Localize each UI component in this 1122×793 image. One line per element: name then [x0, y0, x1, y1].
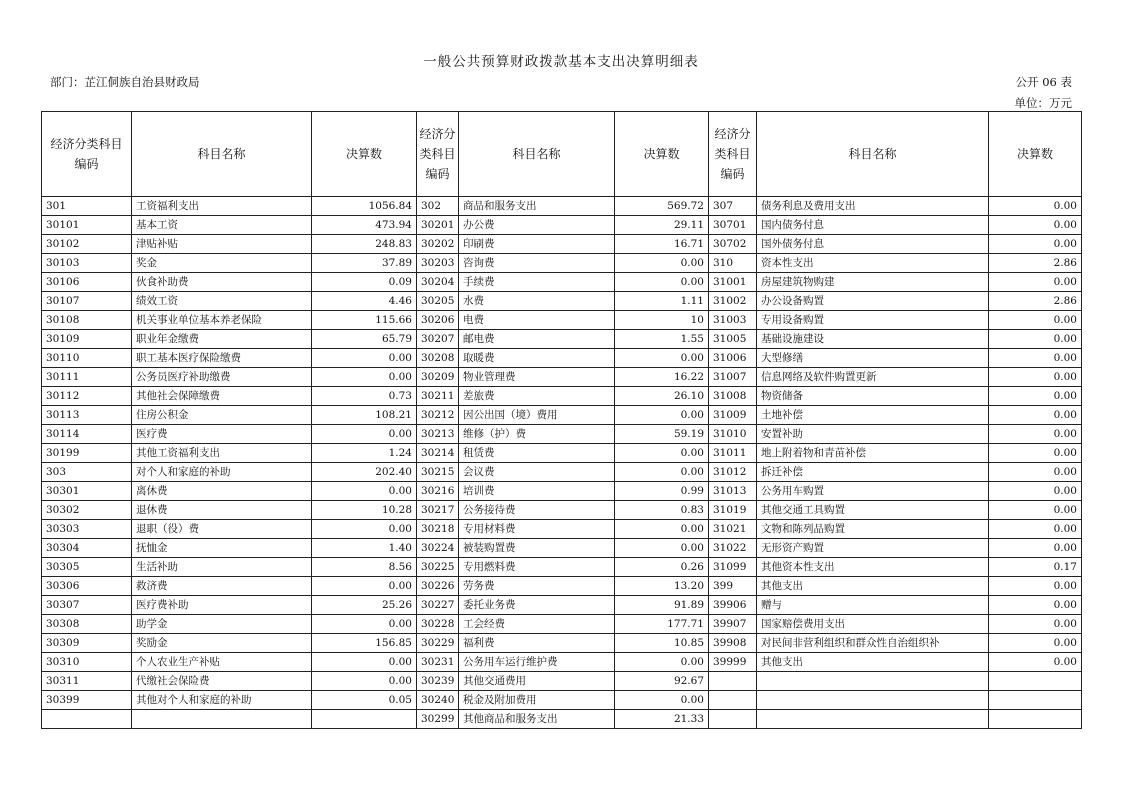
table-row: [42, 577, 1082, 596]
subject-name-cell: 绩效工资: [132, 292, 312, 311]
economic-code-cell: 30114: [42, 425, 132, 444]
economic-code-cell: 30109: [42, 330, 132, 349]
amount-cell: 0.26: [615, 558, 709, 577]
subject-name-cell: 差旅费: [459, 387, 615, 406]
subject-name-cell: 专用燃料费: [459, 558, 615, 577]
economic-code-cell: 31022: [709, 539, 757, 558]
economic-code-cell: 30103: [42, 254, 132, 273]
amount-cell: 0.00: [989, 520, 1082, 539]
subject-name-cell: 工会经费: [459, 615, 615, 634]
subject-name-cell: 职业年金缴费: [132, 330, 312, 349]
economic-code-cell: 31099: [709, 558, 757, 577]
economic-code-cell: 30302: [42, 501, 132, 520]
economic-code-cell: 30307: [42, 596, 132, 615]
amount-cell: 65.79: [312, 330, 417, 349]
amount-cell: 0.00: [989, 387, 1082, 406]
economic-code-cell: [709, 672, 757, 691]
subject-name-cell: 电费: [459, 311, 615, 330]
subject-name-cell: 因公出国（境）费用: [459, 406, 615, 425]
amount-cell: 0.17: [989, 558, 1082, 577]
col-header-amount-2: 决算数: [615, 112, 709, 197]
economic-code-cell: 30208: [417, 349, 459, 368]
economic-code-cell: 39908: [709, 634, 757, 653]
table-row: [42, 710, 1082, 729]
amount-cell: 0.00: [989, 330, 1082, 349]
amount-cell: 473.94: [312, 216, 417, 235]
amount-cell: 1.55: [615, 330, 709, 349]
subject-name-cell: 专用设备购置: [757, 311, 989, 330]
amount-cell: 0.00: [989, 216, 1082, 235]
subject-name-cell: 工资福利支出: [132, 197, 312, 216]
economic-code-cell: 31007: [709, 368, 757, 387]
economic-code-cell: 30226: [417, 577, 459, 596]
amount-cell: 4.46: [312, 292, 417, 311]
subject-name-cell: 印刷费: [459, 235, 615, 254]
subject-name-cell: [132, 710, 312, 729]
subject-name-cell: 公务用车购置: [757, 482, 989, 501]
amount-cell: 10: [615, 311, 709, 330]
amount-cell: 0.00: [312, 482, 417, 501]
subject-name-cell: 商品和服务支出: [459, 197, 615, 216]
table-row: [42, 634, 1082, 653]
subject-name-cell: 退休费: [132, 501, 312, 520]
economic-code-cell: 301: [42, 197, 132, 216]
economic-code-cell: 30202: [417, 235, 459, 254]
subject-name-cell: 专用材料费: [459, 520, 615, 539]
subject-name-cell: 对个人和家庭的补助: [132, 463, 312, 482]
amount-cell: 26.10: [615, 387, 709, 406]
economic-code-cell: 31012: [709, 463, 757, 482]
amount-cell: 2.86: [989, 292, 1082, 311]
economic-code-cell: 31005: [709, 330, 757, 349]
subject-name-cell: 其他资本性支出: [757, 558, 989, 577]
table-row: [42, 330, 1082, 349]
amount-cell: 0.00: [615, 539, 709, 558]
col-header-code-1: 经济分类科目编码: [42, 112, 132, 197]
subject-name-cell: 其他工资福利支出: [132, 444, 312, 463]
col-header-amount-3: 决算数: [989, 112, 1082, 197]
expenditure-table: [41, 111, 1082, 729]
economic-code-cell: 302: [417, 197, 459, 216]
economic-code-cell: 31003: [709, 311, 757, 330]
table-row: [42, 292, 1082, 311]
amount-cell: 0.00: [989, 482, 1082, 501]
subject-name-cell: 津贴补贴: [132, 235, 312, 254]
economic-code-cell: 30305: [42, 558, 132, 577]
economic-code-cell: 30205: [417, 292, 459, 311]
subject-name-cell: 水费: [459, 292, 615, 311]
amount-cell: 0.00: [989, 197, 1082, 216]
economic-code-cell: 30224: [417, 539, 459, 558]
subject-name-cell: 退职（役）费: [132, 520, 312, 539]
table-header-row: [42, 112, 1082, 197]
amount-cell: 1.40: [312, 539, 417, 558]
subject-name-cell: 福利费: [459, 634, 615, 653]
economic-code-cell: 30399: [42, 691, 132, 710]
amount-cell: 0.09: [312, 273, 417, 292]
economic-code-cell: 30207: [417, 330, 459, 349]
subject-name-cell: [757, 691, 989, 710]
table-row: [42, 539, 1082, 558]
amount-cell: 0.00: [312, 520, 417, 539]
col-header-code-2: 经济分类科目编码: [417, 112, 459, 197]
economic-code-cell: 30702: [709, 235, 757, 254]
subject-name-cell: 其他对个人和家庭的补助: [132, 691, 312, 710]
subject-name-cell: 劳务费: [459, 577, 615, 596]
economic-code-cell: 30310: [42, 653, 132, 672]
economic-code-cell: 31002: [709, 292, 757, 311]
amount-cell: 0.00: [989, 634, 1082, 653]
amount-cell: 13.20: [615, 577, 709, 596]
table-row: [42, 691, 1082, 710]
subject-name-cell: 其他社会保障缴费: [132, 387, 312, 406]
amount-cell: 0.00: [989, 539, 1082, 558]
subject-name-cell: 代缴社会保险费: [132, 672, 312, 691]
table-row: [42, 349, 1082, 368]
economic-code-cell: 30215: [417, 463, 459, 482]
table-row: [42, 368, 1082, 387]
table-row: [42, 444, 1082, 463]
amount-cell: 8.56: [312, 558, 417, 577]
economic-code-cell: 30213: [417, 425, 459, 444]
economic-code-cell: 30110: [42, 349, 132, 368]
amount-cell: 10.85: [615, 634, 709, 653]
table-row: [42, 254, 1082, 273]
economic-code-cell: 30112: [42, 387, 132, 406]
table-row: [42, 311, 1082, 330]
col-header-name-2: 科目名称: [459, 112, 615, 197]
table-row: [42, 501, 1082, 520]
subject-name-cell: 生活补助: [132, 558, 312, 577]
col-header-name-1: 科目名称: [132, 112, 312, 197]
economic-code-cell: 31013: [709, 482, 757, 501]
subject-name-cell: 基础设施建设: [757, 330, 989, 349]
subject-name-cell: 安置补助: [757, 425, 989, 444]
subject-name-cell: 其他支出: [757, 577, 989, 596]
amount-cell: 0.00: [312, 577, 417, 596]
subject-name-cell: 公务接待费: [459, 501, 615, 520]
subject-name-cell: 公务员医疗补助缴费: [132, 368, 312, 387]
amount-cell: 10.28: [312, 501, 417, 520]
economic-code-cell: 307: [709, 197, 757, 216]
economic-code-cell: 30308: [42, 615, 132, 634]
economic-code-cell: 31008: [709, 387, 757, 406]
economic-code-cell: 30209: [417, 368, 459, 387]
economic-code-cell: 31021: [709, 520, 757, 539]
subject-name-cell: 医疗费: [132, 425, 312, 444]
amount-cell: 177.71: [615, 615, 709, 634]
subject-name-cell: 职工基本医疗保险缴费: [132, 349, 312, 368]
amount-cell: 0.00: [989, 349, 1082, 368]
economic-code-cell: 399: [709, 577, 757, 596]
economic-code-cell: 30111: [42, 368, 132, 387]
subject-name-cell: 助学金: [132, 615, 312, 634]
amount-cell: 0.00: [989, 501, 1082, 520]
amount-cell: 569.72: [615, 197, 709, 216]
amount-cell: 0.00: [989, 406, 1082, 425]
economic-code-cell: 31019: [709, 501, 757, 520]
subject-name-cell: 基本工资: [132, 216, 312, 235]
amount-cell: 25.26: [312, 596, 417, 615]
subject-name-cell: 个人农业生产补贴: [132, 653, 312, 672]
economic-code-cell: [709, 710, 757, 729]
amount-cell: 0.00: [312, 672, 417, 691]
economic-code-cell: 30228: [417, 615, 459, 634]
amount-cell: 0.00: [989, 444, 1082, 463]
amount-cell: 0.00: [312, 615, 417, 634]
table-row: [42, 273, 1082, 292]
subject-name-cell: 无形资产购置: [757, 539, 989, 558]
amount-cell: 0.83: [615, 501, 709, 520]
economic-code-cell: 30113: [42, 406, 132, 425]
amount-cell: 0.00: [615, 653, 709, 672]
subject-name-cell: 离休费: [132, 482, 312, 501]
subject-name-cell: 债务利息及费用支出: [757, 197, 989, 216]
economic-code-cell: 30218: [417, 520, 459, 539]
economic-code-cell: 303: [42, 463, 132, 482]
amount-cell: 0.00: [312, 368, 417, 387]
subject-name-cell: 医疗费补助: [132, 596, 312, 615]
table-code-label: 公开 06 表: [1015, 75, 1072, 89]
economic-code-cell: 30101: [42, 216, 132, 235]
department-label: 部门：芷江侗族自治县财政局: [50, 75, 200, 89]
subject-name-cell: 国内债务付息: [757, 216, 989, 235]
subject-name-cell: 大型修缮: [757, 349, 989, 368]
subject-name-cell: 拆迁补偿: [757, 463, 989, 482]
subject-name-cell: 其他商品和服务支出: [459, 710, 615, 729]
amount-cell: 0.00: [989, 235, 1082, 254]
amount-cell: 0.00: [312, 425, 417, 444]
amount-cell: 0.00: [615, 349, 709, 368]
subject-name-cell: 信息网络及软件购置更新: [757, 368, 989, 387]
economic-code-cell: 30299: [417, 710, 459, 729]
amount-cell: 0.00: [989, 368, 1082, 387]
economic-code-cell: 30216: [417, 482, 459, 501]
amount-cell: 248.83: [312, 235, 417, 254]
economic-code-cell: 31009: [709, 406, 757, 425]
amount-cell: 0.00: [615, 273, 709, 292]
amount-cell: 37.89: [312, 254, 417, 273]
economic-code-cell: 31001: [709, 273, 757, 292]
amount-cell: 0.00: [615, 406, 709, 425]
economic-code-cell: 30701: [709, 216, 757, 235]
amount-cell: 0.00: [312, 349, 417, 368]
economic-code-cell: [42, 710, 132, 729]
subject-name-cell: 邮电费: [459, 330, 615, 349]
amount-cell: [989, 691, 1082, 710]
amount-cell: 0.00: [615, 444, 709, 463]
amount-cell: 0.00: [989, 463, 1082, 482]
economic-code-cell: 30240: [417, 691, 459, 710]
amount-cell: 0.00: [989, 311, 1082, 330]
economic-code-cell: 30229: [417, 634, 459, 653]
economic-code-cell: 310: [709, 254, 757, 273]
table-row: [42, 672, 1082, 691]
economic-code-cell: 30211: [417, 387, 459, 406]
amount-cell: [989, 710, 1082, 729]
subject-name-cell: 伙食补助费: [132, 273, 312, 292]
economic-code-cell: 30217: [417, 501, 459, 520]
amount-cell: 0.00: [312, 653, 417, 672]
subject-name-cell: 地上附着物和青苗补偿: [757, 444, 989, 463]
economic-code-cell: 30225: [417, 558, 459, 577]
economic-code-cell: 31006: [709, 349, 757, 368]
amount-cell: 0.00: [989, 596, 1082, 615]
amount-cell: 0.00: [989, 425, 1082, 444]
table-row: [42, 558, 1082, 577]
amount-cell: 0.00: [615, 691, 709, 710]
amount-cell: 0.00: [615, 463, 709, 482]
amount-cell: 0.00: [615, 520, 709, 539]
economic-code-cell: 30214: [417, 444, 459, 463]
subject-name-cell: 物资储备: [757, 387, 989, 406]
amount-cell: 21.33: [615, 710, 709, 729]
amount-cell: 2.86: [989, 254, 1082, 273]
unit-label: 单位：万元: [1014, 96, 1072, 110]
amount-cell: 91.89: [615, 596, 709, 615]
amount-cell: 1.24: [312, 444, 417, 463]
amount-cell: 0.00: [989, 653, 1082, 672]
economic-code-cell: 39999: [709, 653, 757, 672]
economic-code-cell: 39906: [709, 596, 757, 615]
subject-name-cell: 住房公积金: [132, 406, 312, 425]
subject-name-cell: 维修（护）费: [459, 425, 615, 444]
subject-name-cell: 赠与: [757, 596, 989, 615]
amount-cell: 108.21: [312, 406, 417, 425]
table-row: [42, 463, 1082, 482]
subject-name-cell: 国外债务付息: [757, 235, 989, 254]
amount-cell: 1.11: [615, 292, 709, 311]
subject-name-cell: 被装购置费: [459, 539, 615, 558]
amount-cell: 156.85: [312, 634, 417, 653]
subject-name-cell: 公务用车运行维护费: [459, 653, 615, 672]
amount-cell: 29.11: [615, 216, 709, 235]
economic-code-cell: 30239: [417, 672, 459, 691]
subject-name-cell: 咨询费: [459, 254, 615, 273]
table-row: [42, 596, 1082, 615]
economic-code-cell: 30311: [42, 672, 132, 691]
economic-code-cell: 30204: [417, 273, 459, 292]
amount-cell: 0.05: [312, 691, 417, 710]
economic-code-cell: 30203: [417, 254, 459, 273]
economic-code-cell: 31010: [709, 425, 757, 444]
economic-code-cell: 30227: [417, 596, 459, 615]
economic-code-cell: 30301: [42, 482, 132, 501]
subject-name-cell: 资本性支出: [757, 254, 989, 273]
table-row: [42, 482, 1082, 501]
economic-code-cell: 30108: [42, 311, 132, 330]
subject-name-cell: 租赁费: [459, 444, 615, 463]
amount-cell: 115.66: [312, 311, 417, 330]
economic-code-cell: 30212: [417, 406, 459, 425]
amount-cell: 0.00: [989, 273, 1082, 292]
amount-cell: 0.00: [615, 254, 709, 273]
table-row: [42, 425, 1082, 444]
subject-name-cell: 委托业务费: [459, 596, 615, 615]
amount-cell: 202.40: [312, 463, 417, 482]
subject-name-cell: 土地补偿: [757, 406, 989, 425]
economic-code-cell: 39907: [709, 615, 757, 634]
amount-cell: 0.00: [989, 577, 1082, 596]
subject-name-cell: 文物和陈列品购置: [757, 520, 989, 539]
table-row: [42, 615, 1082, 634]
subject-name-cell: 取暖费: [459, 349, 615, 368]
amount-cell: 0.00: [989, 615, 1082, 634]
subject-name-cell: [757, 710, 989, 729]
table-row: [42, 520, 1082, 539]
table-row: [42, 387, 1082, 406]
subject-name-cell: 办公设备购置: [757, 292, 989, 311]
subject-name-cell: 会议费: [459, 463, 615, 482]
economic-code-cell: 30309: [42, 634, 132, 653]
economic-code-cell: 30231: [417, 653, 459, 672]
economic-code-cell: 30199: [42, 444, 132, 463]
economic-code-cell: [709, 691, 757, 710]
amount-cell: 1056.84: [312, 197, 417, 216]
amount-cell: [312, 710, 417, 729]
subject-name-cell: 物业管理费: [459, 368, 615, 387]
subject-name-cell: 房屋建筑物购建: [757, 273, 989, 292]
subject-name-cell: 奖励金: [132, 634, 312, 653]
table-row: [42, 216, 1082, 235]
amount-cell: 59.19: [615, 425, 709, 444]
economic-code-cell: 30102: [42, 235, 132, 254]
col-header-name-3: 科目名称: [757, 112, 989, 197]
economic-code-cell: 30106: [42, 273, 132, 292]
table-row: [42, 235, 1082, 254]
table-row: [42, 197, 1082, 216]
subject-name-cell: 机关事业单位基本养老保险: [132, 311, 312, 330]
subject-name-cell: 对民间非营利组织和群众性自治组织补: [757, 634, 989, 653]
subject-name-cell: 其他交通费用: [459, 672, 615, 691]
economic-code-cell: 30306: [42, 577, 132, 596]
economic-code-cell: 30206: [417, 311, 459, 330]
subject-name-cell: 手续费: [459, 273, 615, 292]
table-row: [42, 406, 1082, 425]
table-row: [42, 653, 1082, 672]
subject-name-cell: 其他交通工具购置: [757, 501, 989, 520]
table-body: [42, 197, 1082, 729]
economic-code-cell: 30107: [42, 292, 132, 311]
economic-code-cell: 30201: [417, 216, 459, 235]
amount-cell: [989, 672, 1082, 691]
subject-name-cell: [757, 672, 989, 691]
page-title: 一般公共预算财政拨款基本支出决算明细表: [423, 54, 699, 70]
amount-cell: 0.99: [615, 482, 709, 501]
amount-cell: 92.67: [615, 672, 709, 691]
subject-name-cell: 培训费: [459, 482, 615, 501]
subject-name-cell: 其他支出: [757, 653, 989, 672]
col-header-code-3: 经济分类科目编码: [709, 112, 757, 197]
subject-name-cell: 税金及附加费用: [459, 691, 615, 710]
amount-cell: 16.22: [615, 368, 709, 387]
col-header-amount-1: 决算数: [312, 112, 417, 197]
economic-code-cell: 30304: [42, 539, 132, 558]
subject-name-cell: 抚恤金: [132, 539, 312, 558]
economic-code-cell: 30303: [42, 520, 132, 539]
amount-cell: 0.73: [312, 387, 417, 406]
subject-name-cell: 救济费: [132, 577, 312, 596]
subject-name-cell: 办公费: [459, 216, 615, 235]
subject-name-cell: 奖金: [132, 254, 312, 273]
amount-cell: 16.71: [615, 235, 709, 254]
economic-code-cell: 31011: [709, 444, 757, 463]
subject-name-cell: 国家赔偿费用支出: [757, 615, 989, 634]
